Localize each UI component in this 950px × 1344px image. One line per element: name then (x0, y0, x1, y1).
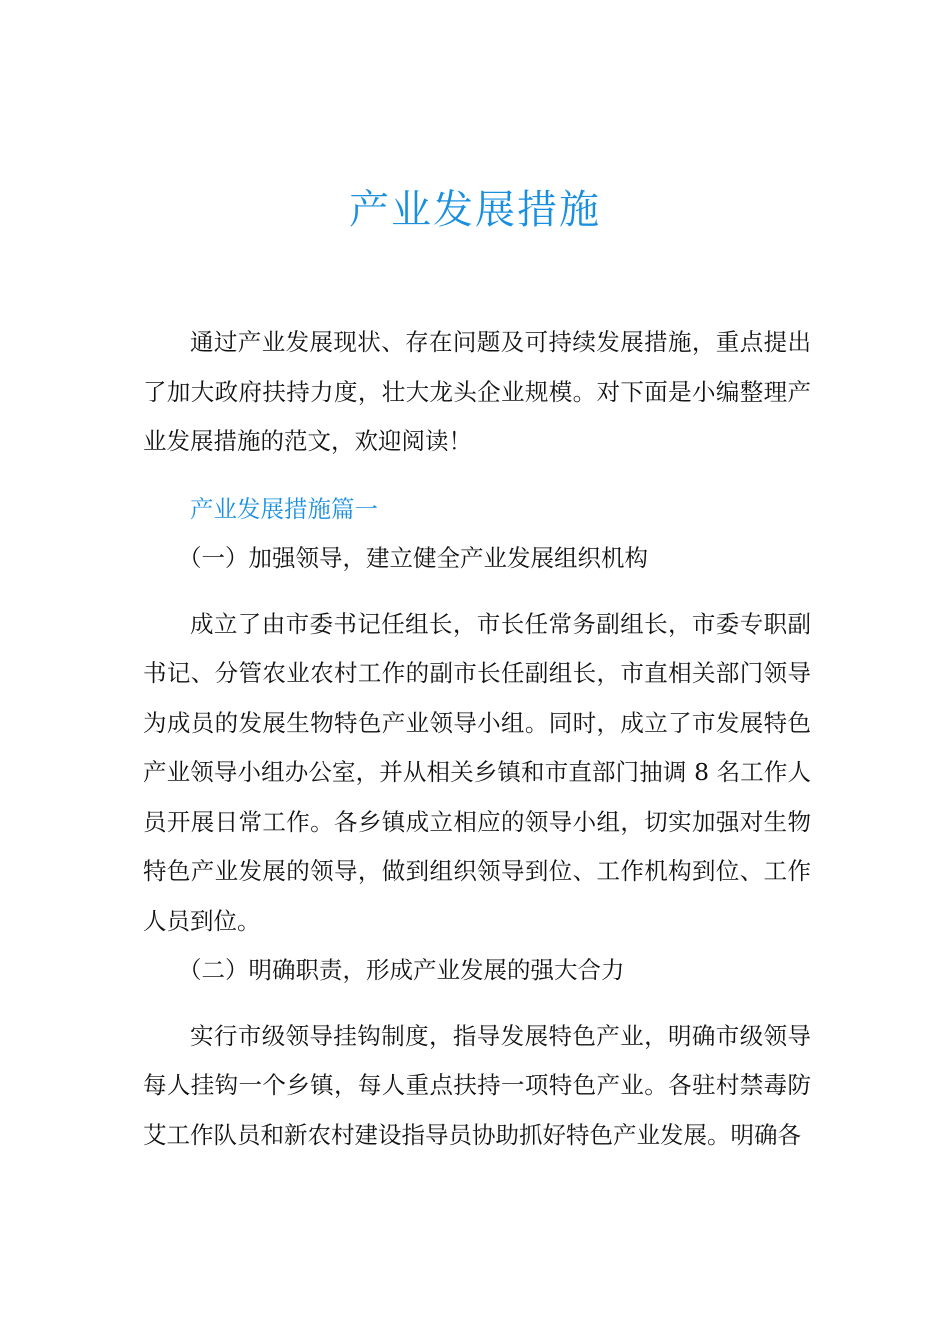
document-body (143, 318, 811, 1160)
section-title: 产业发展措施篇一 (190, 494, 378, 523)
intro-paragraph: 通过产业发展现状、存在问题及可持续发展措施，重点提出了加大政府扶持力度，壮大龙头企业规模。对下面是小编整理产业发展措施的范文，欢迎阅读！ (143, 328, 811, 455)
body-paragraph-2: 实行市级领导挂钩制度，指导发展特色产业，明确市级领导每人挂钩一个乡镇，每人重点扶持一项特色产业。各驻村禁毒防艾工作队员和新农村建设指导员协助抓好特色产业发展。明确各 (143, 1021, 811, 1149)
subheading-2: （二）明确职责，形成产业发展的强大合力 (178, 956, 625, 984)
body-paragraph-1: 成立了由市委书记任组长，市长任常务副组长，市委专职副书记、分管农业农村工作的副市长任副组长，市直相关部门领导为成员的发展生物特色产业领导小组。同时，成立了市发展特色产业领导小组办公室，并从相关乡镇和市直部门抽调 8 名工作人员开展日常工作。各乡镇成立相应的领导小组，切实加强对生物特色产业发展的领导，做到组织领导到位、工作机构到位、工作人员到位。 (143, 609, 811, 935)
document-title: 产业发展措施 (349, 187, 601, 233)
subheading-1: （一）加强领导，建立健全产业发展组织机构 (178, 544, 648, 572)
